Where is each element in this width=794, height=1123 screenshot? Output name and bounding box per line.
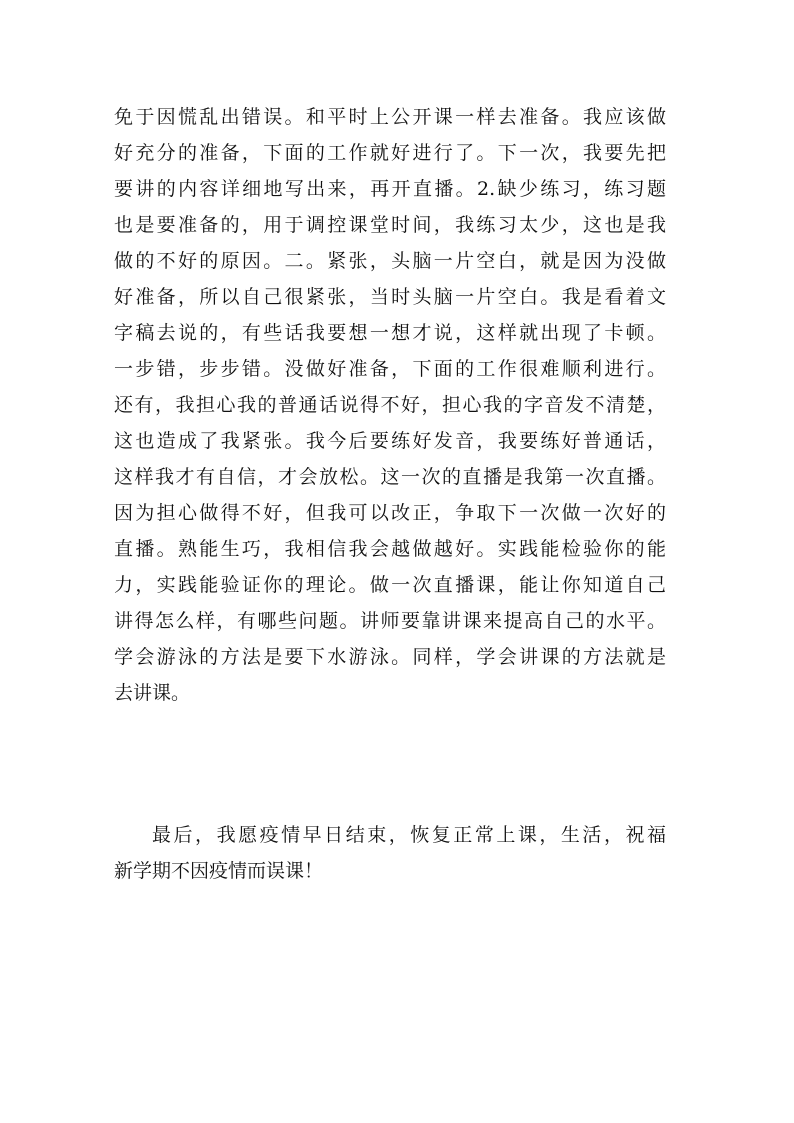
paragraph-1	[114, 99, 666, 711]
text-line: 直播。熟能生巧，我相信我会越做越好。实践能检验你的能	[114, 538, 666, 560]
text-line: 这也造成了我紧张。我今后要练好发音，我要练好普通话，	[114, 430, 666, 452]
text-line: 要讲的内容详细地写出来，再开直播。2.缺少练习，练习题	[114, 178, 666, 200]
text-line: 讲得怎么样，有哪些问题。讲师要靠讲课来提高自己的水平。	[114, 610, 666, 632]
text-line: 一步错，步步错。没做好准备，下面的工作很难顺利进行。	[114, 358, 666, 380]
text-line: 这样我才有自信，才会放松。这一次的直播是我第一次直播。	[114, 466, 666, 488]
text-line: 力，实践能验证你的理论。做一次直播课，能让你知道自己	[114, 574, 666, 596]
text-line: 字稿去说的，有些话我要想一想才说，这样就出现了卡顿。	[114, 322, 666, 344]
text-line: 免于因慌乱出错误。和平时上公开课一样去准备。我应该做	[114, 106, 666, 128]
text-line: 也是要准备的，用于调控课堂时间，我练习太少，这也是我	[114, 214, 666, 236]
paragraph-2	[114, 817, 666, 889]
text-line: 好充分的准备，下面的工作就好进行了。下一次，我要先把	[114, 142, 666, 164]
text-line: 因为担心做得不好，但我可以改正，争取下一次做一次好的	[114, 502, 666, 524]
text-line: 学会游泳的方法是要下水游泳。同样，学会讲课的方法就是	[114, 646, 666, 668]
text-line: 新学期不因疫情而误课！	[114, 860, 324, 882]
text-line: 还有，我担心我的普通话说得不好，担心我的字音发不清楚，	[114, 394, 666, 416]
text-line: 好准备，所以自己很紧张，当时头脑一片空白。我是看着文	[114, 286, 666, 308]
text-line: 做的不好的原因。二。紧张，头脑一片空白，就是因为没做	[114, 250, 666, 272]
text-line: 去讲课。	[114, 682, 191, 704]
text-line: 最后，我愿疫情早日结束，恢复正常上课，生活，祝福	[152, 824, 666, 846]
